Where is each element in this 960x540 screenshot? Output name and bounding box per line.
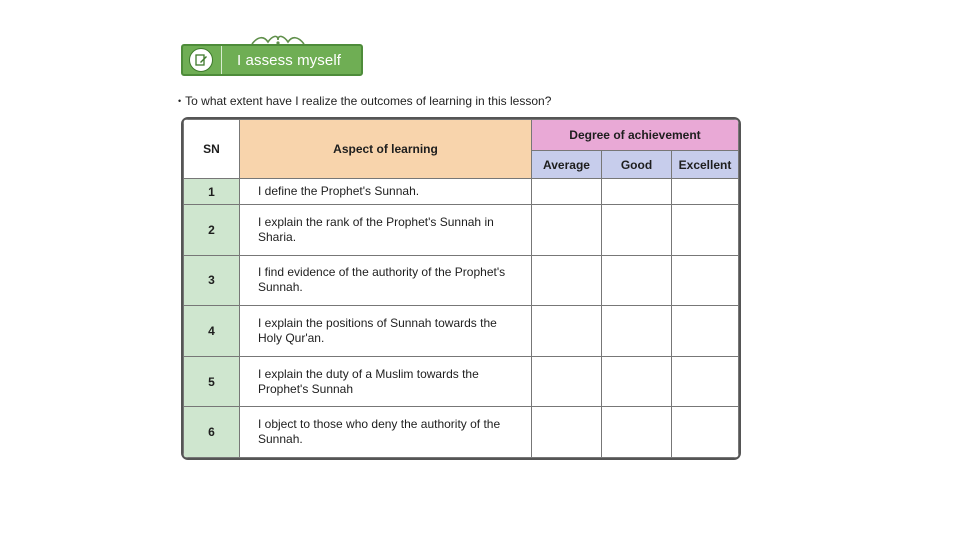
table-row	[184, 255, 739, 306]
table-row	[184, 179, 739, 205]
header-aspect: Aspect of learning	[240, 120, 532, 179]
self-assessment-table	[181, 117, 741, 460]
row-number: 1	[184, 179, 240, 205]
question-label: To what extent have I realize the outcomes of learning in this lesson?	[185, 94, 552, 108]
row-aspect: I object to those who deny the authority of the Sunnah.	[240, 407, 532, 458]
banner-title: I assess myself	[237, 51, 342, 69]
excellent-cell[interactable]	[672, 407, 739, 458]
average-cell[interactable]	[532, 306, 602, 357]
header-average: Average	[532, 151, 602, 179]
average-cell[interactable]	[532, 255, 602, 306]
question-text	[178, 94, 551, 108]
average-cell[interactable]	[532, 179, 602, 205]
good-cell[interactable]	[602, 205, 672, 256]
good-cell[interactable]	[602, 407, 672, 458]
bullet-icon: •	[178, 96, 182, 106]
table-row	[184, 407, 739, 458]
excellent-cell[interactable]	[672, 306, 739, 357]
row-aspect: I explain the positions of Sunnah towards the Holy Qur'an.	[240, 306, 532, 357]
row-number: 4	[184, 306, 240, 357]
row-aspect: I find evidence of the authority of the Prophet's Sunnah.	[240, 255, 532, 306]
excellent-cell[interactable]	[672, 205, 739, 256]
excellent-cell[interactable]	[672, 179, 739, 205]
table-row	[184, 205, 739, 256]
table-row	[184, 356, 739, 407]
header-good: Good	[602, 151, 672, 179]
pencil-on-paper-icon	[189, 48, 213, 72]
banner-divider	[221, 46, 222, 74]
row-aspect: I define the Prophet's Sunnah.	[240, 179, 532, 205]
average-cell[interactable]	[532, 356, 602, 407]
row-number: 2	[184, 205, 240, 256]
good-cell[interactable]	[602, 255, 672, 306]
good-cell[interactable]	[602, 356, 672, 407]
header-sn: SN	[184, 120, 240, 179]
row-aspect: I explain the duty of a Muslim towards the Prophet's Sunnah	[240, 356, 532, 407]
average-cell[interactable]	[532, 205, 602, 256]
excellent-cell[interactable]	[672, 255, 739, 306]
good-cell[interactable]	[602, 179, 672, 205]
good-cell[interactable]	[602, 306, 672, 357]
row-number: 3	[184, 255, 240, 306]
header-excellent: Excellent	[672, 151, 739, 179]
average-cell[interactable]	[532, 407, 602, 458]
table-row	[184, 306, 739, 357]
row-aspect: I explain the rank of the Prophet's Sunnah in Sharia.	[240, 205, 532, 256]
section-banner	[181, 44, 363, 76]
header-degree: Degree of achievement	[532, 120, 739, 151]
excellent-cell[interactable]	[672, 356, 739, 407]
row-number: 6	[184, 407, 240, 458]
row-number: 5	[184, 356, 240, 407]
